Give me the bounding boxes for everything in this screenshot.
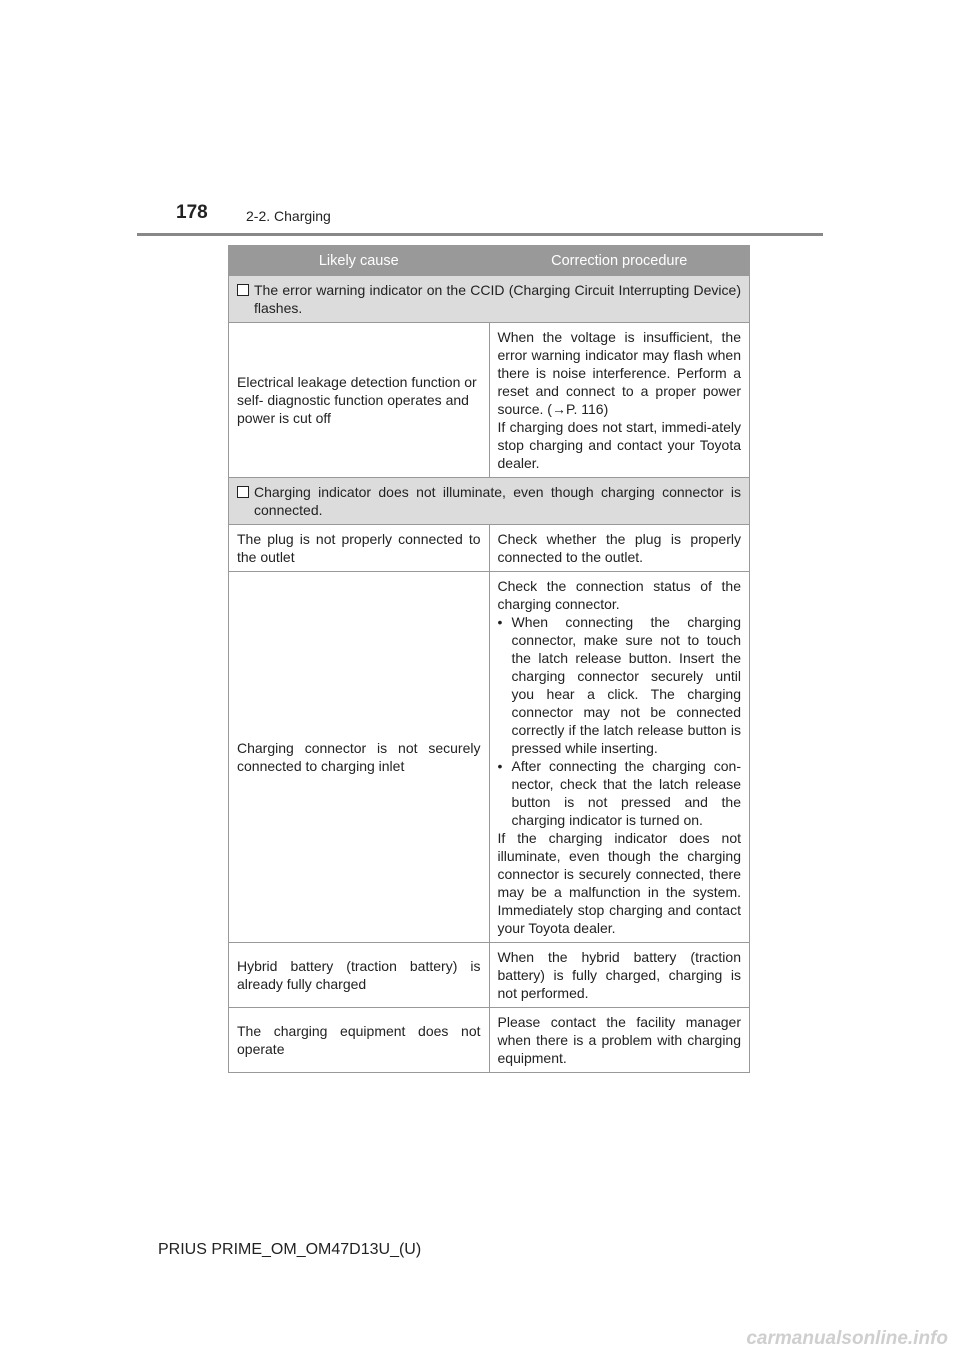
header-rule bbox=[137, 233, 823, 236]
group-header-ccid-flashes bbox=[229, 276, 750, 323]
correction-bullet-list bbox=[498, 613, 742, 829]
correction-paragraph: When the voltage is insufficient, the error warning indicator may flash when there is noise interference. Perform a reset and connect to a proper power source. (→P. 116) bbox=[497, 329, 741, 417]
correction-intro: Check the connection status of the charging connector. bbox=[497, 578, 741, 612]
column-header-correction-procedure: Correction procedure bbox=[489, 246, 750, 276]
correction-cell bbox=[489, 572, 750, 943]
correction-cell: Check whether the plug is properly connected to the outlet. bbox=[489, 525, 750, 572]
troubleshooting-table bbox=[228, 245, 750, 1073]
section-title: 2-2. Charging bbox=[246, 208, 331, 224]
correction-outro: If the charging indicator does not illuminate, even though the charging connector is securely connected, there may be a malfunction in the system. Immediately stop charging and contact your Toyota dealer. bbox=[497, 830, 741, 936]
table-row bbox=[229, 572, 750, 943]
checkbox-icon bbox=[237, 486, 249, 498]
group-title: Charging indicator does not illuminate, even though charging connector is connected. bbox=[254, 484, 741, 518]
correction-cell bbox=[489, 323, 750, 478]
group-title: The error warning indicator on the CCID (Charging Circuit Interrupting Device) flashes. bbox=[254, 282, 741, 316]
checkbox-icon bbox=[237, 284, 249, 296]
page-number: 178 bbox=[176, 202, 208, 223]
table-row bbox=[229, 323, 750, 478]
likely-cause-cell: Electrical leakage detection function or self- diagnostic function operates and power is cut off bbox=[229, 323, 490, 478]
watermark-logo: carmanualsonline.info bbox=[746, 1328, 948, 1349]
likely-cause-cell: The charging equipment does not operate bbox=[229, 1008, 490, 1073]
correction-cell: Please contact the facility manager when there is a problem with charging equipment. bbox=[489, 1008, 750, 1073]
list-item: • When connecting the charging connector, make sure not to touch the latch release button. Insert the charging connector securely until you hear a click. The charging connector may not be connected correctly if the latch release button is pressed while inserting. bbox=[498, 613, 742, 757]
table-row bbox=[229, 1008, 750, 1073]
list-item: • After connecting the charging con-nector, check that the latch release button is not pressed and the charging indicator is turned on. bbox=[498, 757, 742, 829]
table-row bbox=[229, 943, 750, 1008]
likely-cause-cell: Hybrid battery (traction battery) is already fully charged bbox=[229, 943, 490, 1008]
likely-cause-cell: Charging connector is not securely connected to charging inlet bbox=[229, 572, 490, 943]
group-header-indicator-not-illuminated bbox=[229, 478, 750, 525]
footer-document-id: PRIUS PRIME_OM_OM47D13U_(U) bbox=[158, 1241, 422, 1258]
correction-cell: When the hybrid battery (traction battery) is fully charged, charging is not performed. bbox=[489, 943, 750, 1008]
table-row bbox=[229, 525, 750, 572]
likely-cause-cell: The plug is not properly connected to the outlet bbox=[229, 525, 490, 572]
table-header-row bbox=[229, 246, 750, 276]
column-header-likely-cause: Likely cause bbox=[229, 246, 490, 276]
correction-paragraph: If charging does not start, immedi-ately stop charging and contact your Toyota dealer. bbox=[497, 419, 741, 471]
